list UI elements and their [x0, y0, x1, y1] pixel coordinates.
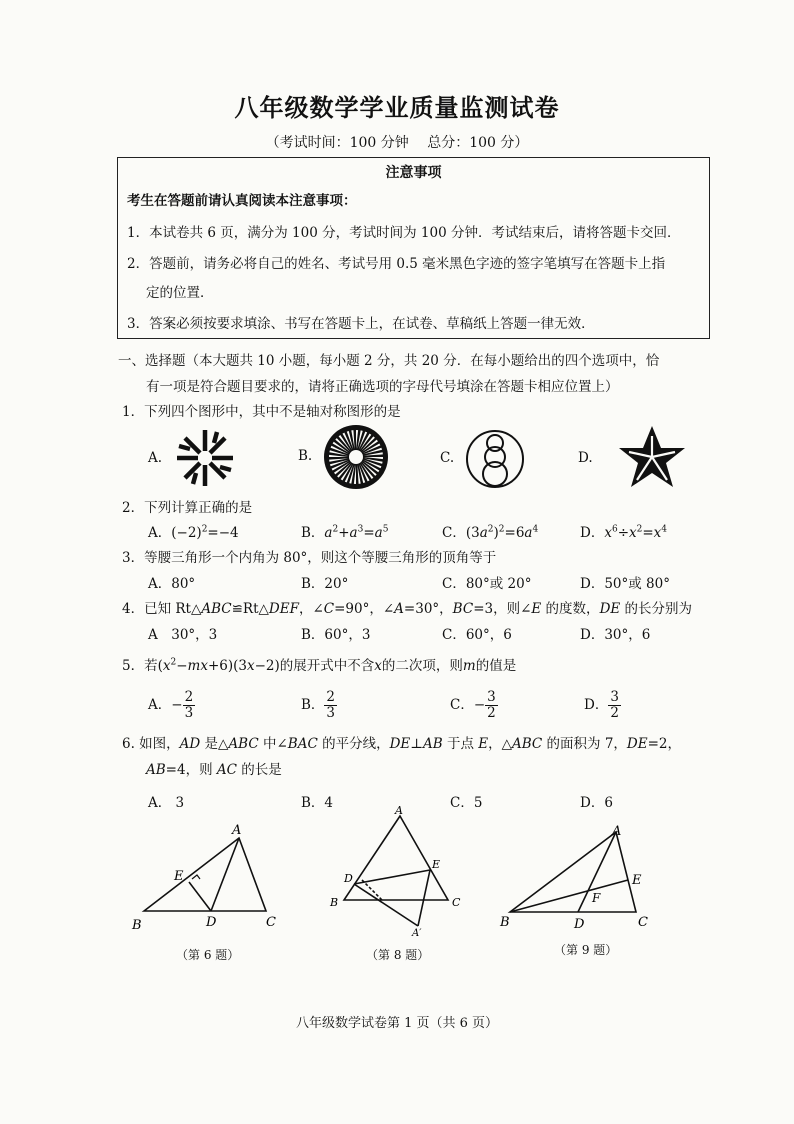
notice-intro: 考生在答题前请认真阅读本注意事项： [127, 193, 357, 209]
fig6-label-b: B [132, 918, 142, 933]
figure-b-radial [322, 423, 390, 491]
fig9-label-d: D [574, 917, 585, 932]
fig6-label-c: C [266, 915, 276, 930]
q5-option-a: A．− $\frac{2}{3}$ [148, 689, 194, 721]
notice-item-1: 1．本试卷共 6 页，满分为 100 分，考试时间为 100 分钟．考试结束后，请将答题卡交回． [127, 225, 681, 241]
notice-box [117, 157, 710, 339]
q1-label-b: B. [298, 448, 313, 464]
q6-stem-line2: AB=4，则 AC 的长是 [146, 762, 282, 778]
q2-option-a: A．$(-2)^2=-4$ [148, 524, 239, 541]
q1-label-c: C. [440, 450, 455, 466]
q1-label-a: A. [148, 450, 163, 466]
fig6-label-d: D [206, 915, 217, 930]
q3-option-d: D．50°或 80° [580, 576, 670, 592]
q5-option-d: D． $\frac{3}{2}$ [584, 689, 619, 721]
fig8-label-a-prime: A′ [412, 928, 422, 939]
fig9-label-e: E [632, 873, 642, 888]
q4-stem: 4．已知 Rt△ABC≌Rt△DEF，∠C=90°，∠A=30°，BC=3，则∠E 的度数，DE 的长分别为 [122, 601, 693, 617]
q6-option-c: C．5 [450, 795, 483, 811]
fig9-caption: （第 9 题） [554, 943, 618, 957]
q4-option-d: D．30°，6 [580, 627, 651, 643]
q6-stem: 6. 如图，AD 是△ABC 中∠BAC 的平分线，DE⊥AB 于点 E，△ABC 的面积为 7，DE=2， [122, 736, 682, 752]
q5-option-c: C．− $\frac{3}{2}$ [450, 689, 496, 721]
q6-option-a: A． 3 [148, 795, 185, 811]
q3-option-a: A．80° [148, 576, 196, 592]
fig9-label-f: F [592, 891, 601, 905]
q3-option-c: C．80°或 20° [442, 576, 532, 592]
fig6-label-a: A [232, 823, 242, 838]
q3-stem: 3．等腰三角形一个内角为 80°，则这个等腰三角形的顶角等于 [122, 550, 497, 566]
figure-q8 [322, 804, 470, 940]
q4-option-c: C．60°，6 [442, 627, 512, 643]
fig9-label-b: B [500, 915, 510, 930]
notice-item-3: 3．答案必须按要求填涂、书写在答题卡上，在试卷、草稿纸上答题一律无效． [127, 316, 595, 332]
fig8-label-d: D [344, 872, 353, 885]
fig8-label-b: B [330, 896, 339, 909]
q2-option-b: B．$a^2+a^3=a^5$ [301, 524, 389, 541]
fig9-label-a: A [612, 824, 622, 839]
page-footer: 八年级数学试卷第 1 页（共 6 页） [295, 1016, 499, 1031]
exam-info: （考试时间：100 分钟 总分：100 分） [265, 135, 529, 151]
section-heading-line1: 一、选择题（本大题共 10 小题，每小题 2 分，共 20 分．在每小题给出的四个选项中，恰 [118, 353, 660, 369]
page-title: 八年级数学学业质量监测试卷 [234, 93, 560, 122]
q6-option-d: D．6 [580, 795, 613, 811]
q6-option-b: B．4 [301, 795, 334, 811]
fig8-label-e: E [432, 858, 441, 871]
q1-label-d: D. [578, 450, 593, 466]
figure-d-star [617, 424, 687, 490]
q3-option-b: B．20° [301, 576, 349, 592]
q4-option-b: B．60°，3 [301, 627, 371, 643]
figure-q9 [498, 820, 668, 938]
figure-q6 [126, 818, 286, 936]
fig9-label-c: C [638, 915, 648, 930]
fig8-label-a: A [395, 804, 403, 817]
q4-option-a: A 30°，3 [148, 627, 218, 643]
figure-c-circles [464, 427, 526, 491]
section-heading-line2: 有一项是符合题目要求的，请将正确选项的字母代号填涂在答题卡相应位置上） [146, 379, 619, 395]
notice-item-2-cont: 定的位置． [146, 285, 214, 301]
figure-a-sunburst [174, 427, 236, 489]
fig8-label-c: C [452, 896, 461, 909]
q5-option-b: B． $\frac{2}{3}$ [301, 689, 336, 721]
notice-heading: 注意事项 [385, 165, 442, 181]
notice-item-2: 2．答题前，请务必将自己的姓名、考试号用 0.5 毫米黑色字迹的签字笔填写在答题卡上指 [127, 256, 666, 272]
fig6-caption: （第 6 题） [176, 948, 240, 962]
q2-option-c: C．$(3a^2)^2=6a^4$ [442, 524, 539, 541]
q2-option-d: D．$x^6\div x^2=x^4$ [580, 524, 668, 541]
fig8-caption: （第 8 题） [366, 948, 430, 962]
q1-stem: 1．下列四个图形中，其中不是轴对称图形的是 [122, 404, 401, 420]
q2-stem: 2．下列计算正确的是 [122, 500, 253, 516]
q5-stem: 5．若$(x^2-mx+6)(3x-2)$的展开式中不含x的二次项，则m的值是 [122, 657, 517, 674]
fig6-label-e: E [174, 869, 184, 884]
